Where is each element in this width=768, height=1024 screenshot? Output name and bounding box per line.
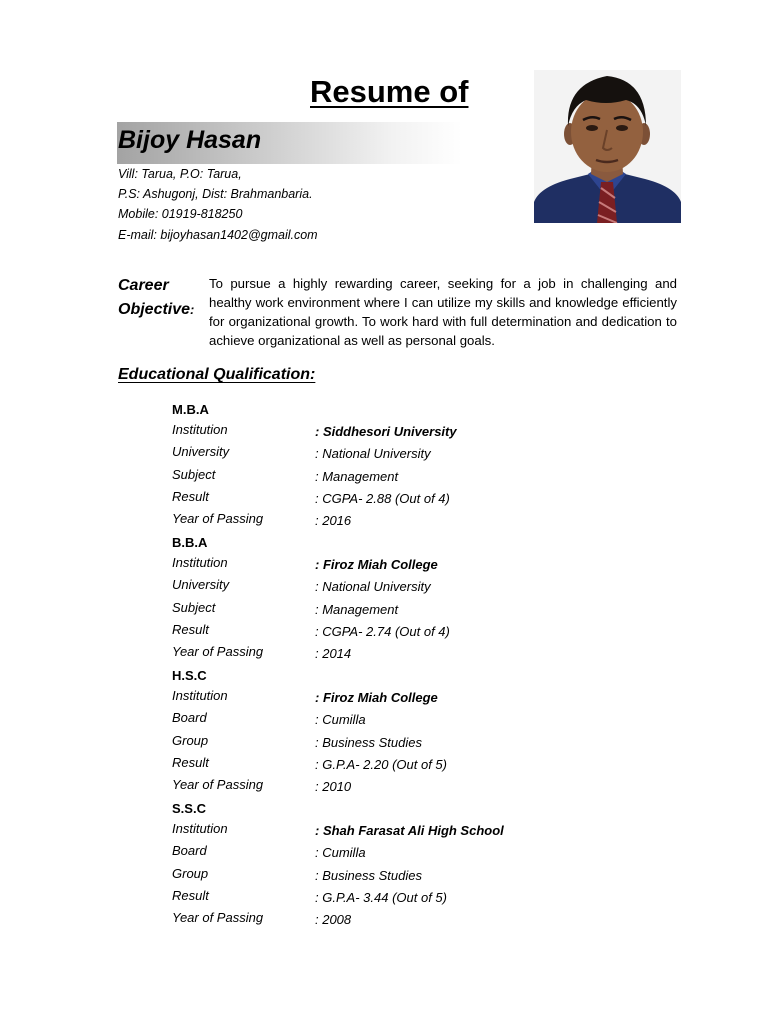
qualification-value: : Management (315, 602, 399, 617)
qualification-label: Year of Passing (172, 910, 264, 925)
qualification-label: Year of Passing (172, 644, 264, 659)
qualification-label: University (172, 577, 230, 592)
institution-value: : Firoz Miah College (315, 557, 438, 572)
degree-title: M.B.A (172, 402, 209, 417)
qualification-label: Board (172, 710, 207, 725)
qualification-label: Year of Passing (172, 511, 264, 526)
qualification-value: : Business Studies (315, 868, 422, 883)
address-line-village: Vill: Tarua, P.O: Tarua, (118, 167, 242, 181)
qualification-value: : G.P.A- 2.20 (Out of 5) (315, 757, 447, 772)
qualification-label: Result (172, 888, 209, 903)
education-heading-text: Educational Qualification (118, 366, 311, 383)
qualification-value: : Business Studies (315, 735, 422, 750)
mobile-line: Mobile: 01919-818250 (118, 207, 243, 221)
qualification-label: Institution (172, 688, 228, 703)
profile-photo (534, 70, 681, 223)
qualification-value: : G.P.A- 3.44 (Out of 5) (315, 890, 447, 905)
qualification-value: : CGPA- 2.74 (Out of 4) (315, 624, 450, 639)
address-line-district: P.S: Ashugonj, Dist: Brahmanbaria. (118, 187, 313, 201)
qualification-label: Result (172, 622, 209, 637)
qualification-label: Institution (172, 821, 228, 836)
qualification-label: Subject (172, 600, 216, 615)
qualification-value: : National University (315, 579, 431, 594)
qualification-label: Year of Passing (172, 777, 264, 792)
career-label-word: Objective (118, 301, 191, 318)
qualification-label: University (172, 444, 230, 459)
qualification-label: Board (172, 843, 207, 858)
qualification-value: : 2016 (315, 513, 352, 528)
qualification-label: Institution (172, 422, 228, 437)
candidate-name: Bijoy Hasan (118, 126, 262, 154)
institution-value: : Siddhesori University (315, 424, 457, 439)
career-label-line1: Career (118, 277, 169, 294)
qualification-value: : 2008 (315, 912, 352, 927)
qualification-label: Result (172, 755, 209, 770)
qualification-value: : National University (315, 446, 431, 461)
degree-title: B.B.A (172, 535, 208, 550)
qualification-value: : 2010 (315, 779, 352, 794)
qualification-value: : Cumilla (315, 845, 366, 860)
career-label-colon: : (190, 302, 195, 317)
degree-title: S.S.C (172, 801, 206, 816)
institution-value: : Firoz Miah College (315, 690, 438, 705)
qualification-label: Group (172, 733, 209, 748)
qualification-value: : Cumilla (315, 712, 366, 727)
qualification-value: : CGPA- 2.88 (Out of 4) (315, 491, 450, 506)
page-title: Resume of (310, 74, 469, 109)
education-heading-colon: : (310, 366, 316, 383)
degree-title: H.S.C (172, 668, 207, 683)
qualification-value: : 2014 (315, 646, 352, 661)
qualification-label: Result (172, 489, 209, 504)
career-label-line2 (118, 298, 194, 322)
institution-value: : Shah Farasat Ali High School (315, 823, 504, 838)
qualification-label: Institution (172, 555, 228, 570)
qualification-label: Group (172, 866, 209, 881)
career-objective-label (118, 274, 194, 322)
education-heading (118, 366, 315, 384)
qualification-value: : Management (315, 469, 399, 484)
email-line: E-mail: bijoyhasan1402@gmail.com (118, 228, 318, 242)
career-objective-text: To pursue a highly rewarding career, seeking for a job in challenging and healthy work environment where I can utilize my skills and knowledge efficiently for organizational growth. To work hard with full determination and dedication to achieve organizational as well as personal goals. (209, 276, 677, 348)
qualification-label: Subject (172, 467, 216, 482)
